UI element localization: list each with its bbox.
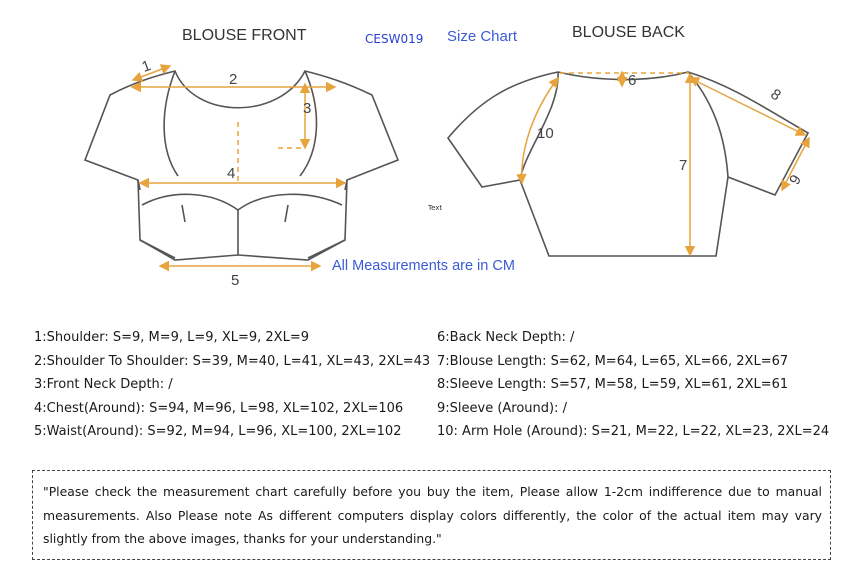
notice-text: "Please check the measurement chart carefully before you buy the item, Please allow 1-2cm indifference due to manual measurements. Also Please note As different computers display colors differently, the color of the actual item may vary slightly from the above images, thanks for your understanding." [43, 484, 822, 546]
back-blouse-outline [448, 72, 808, 256]
back-number-8: 8 [767, 85, 784, 105]
back-number-10: 10 [537, 125, 554, 142]
front-number-1: 1 [139, 56, 154, 76]
product-code: CESW019 [365, 32, 424, 46]
measurement-7: 7:Blouse Length: S=62, M=64, L=65, XL=66, 2XL=67 [437, 353, 789, 369]
measurements-left-column [34, 326, 434, 444]
measurement-6: 6:Back Neck Depth: / [437, 330, 575, 345]
measurement-3: 3:Front Neck Depth: / [34, 377, 173, 392]
measurement-10: 10: Arm Hole (Around): S=21, M=22, L=22, XL=23, 2XL=24 [437, 424, 830, 439]
back-number-6: 6 [628, 72, 637, 89]
size-chart-label: Size Chart [447, 28, 518, 45]
back-measure-lines [522, 72, 809, 255]
measurement-1: 1:Shoulder: S=9, M=9, L=9, XL=9, 2XL=9 [34, 330, 309, 345]
text-label: Text [428, 204, 443, 212]
back-number-9: 9 [786, 171, 805, 188]
front-number-2: 2 [229, 71, 238, 88]
measurement-2: 2:Shoulder To Shoulder: S=39, M=40, L=41, XL=43, 2XL=43 [34, 353, 431, 369]
front-title: BLOUSE FRONT [182, 27, 307, 44]
front-number-5: 5 [231, 272, 240, 289]
front-number-4: 4 [227, 165, 236, 182]
front-number-3: 3 [303, 100, 312, 117]
measurement-4: 4:Chest(Around): S=94, M=96, L=98, XL=102, 2XL=106 [34, 400, 404, 416]
notice-box [32, 470, 831, 560]
measurement-8: 8:Sleeve Length: S=57, M=58, L=59, XL=61, 2XL=61 [437, 377, 789, 392]
measurements-right-column [437, 326, 857, 444]
back-number-labels [537, 72, 805, 188]
back-title: BLOUSE BACK [572, 24, 685, 41]
measurement-5: 5:Waist(Around): S=92, M=94, L=96, XL=100, 2XL=102 [34, 424, 402, 439]
front-blouse-outline [85, 71, 398, 260]
back-number-7: 7 [679, 157, 688, 174]
measurement-9: 9:Sleeve (Around): / [437, 400, 568, 416]
units-note: All Measurements are in CM [332, 258, 515, 274]
